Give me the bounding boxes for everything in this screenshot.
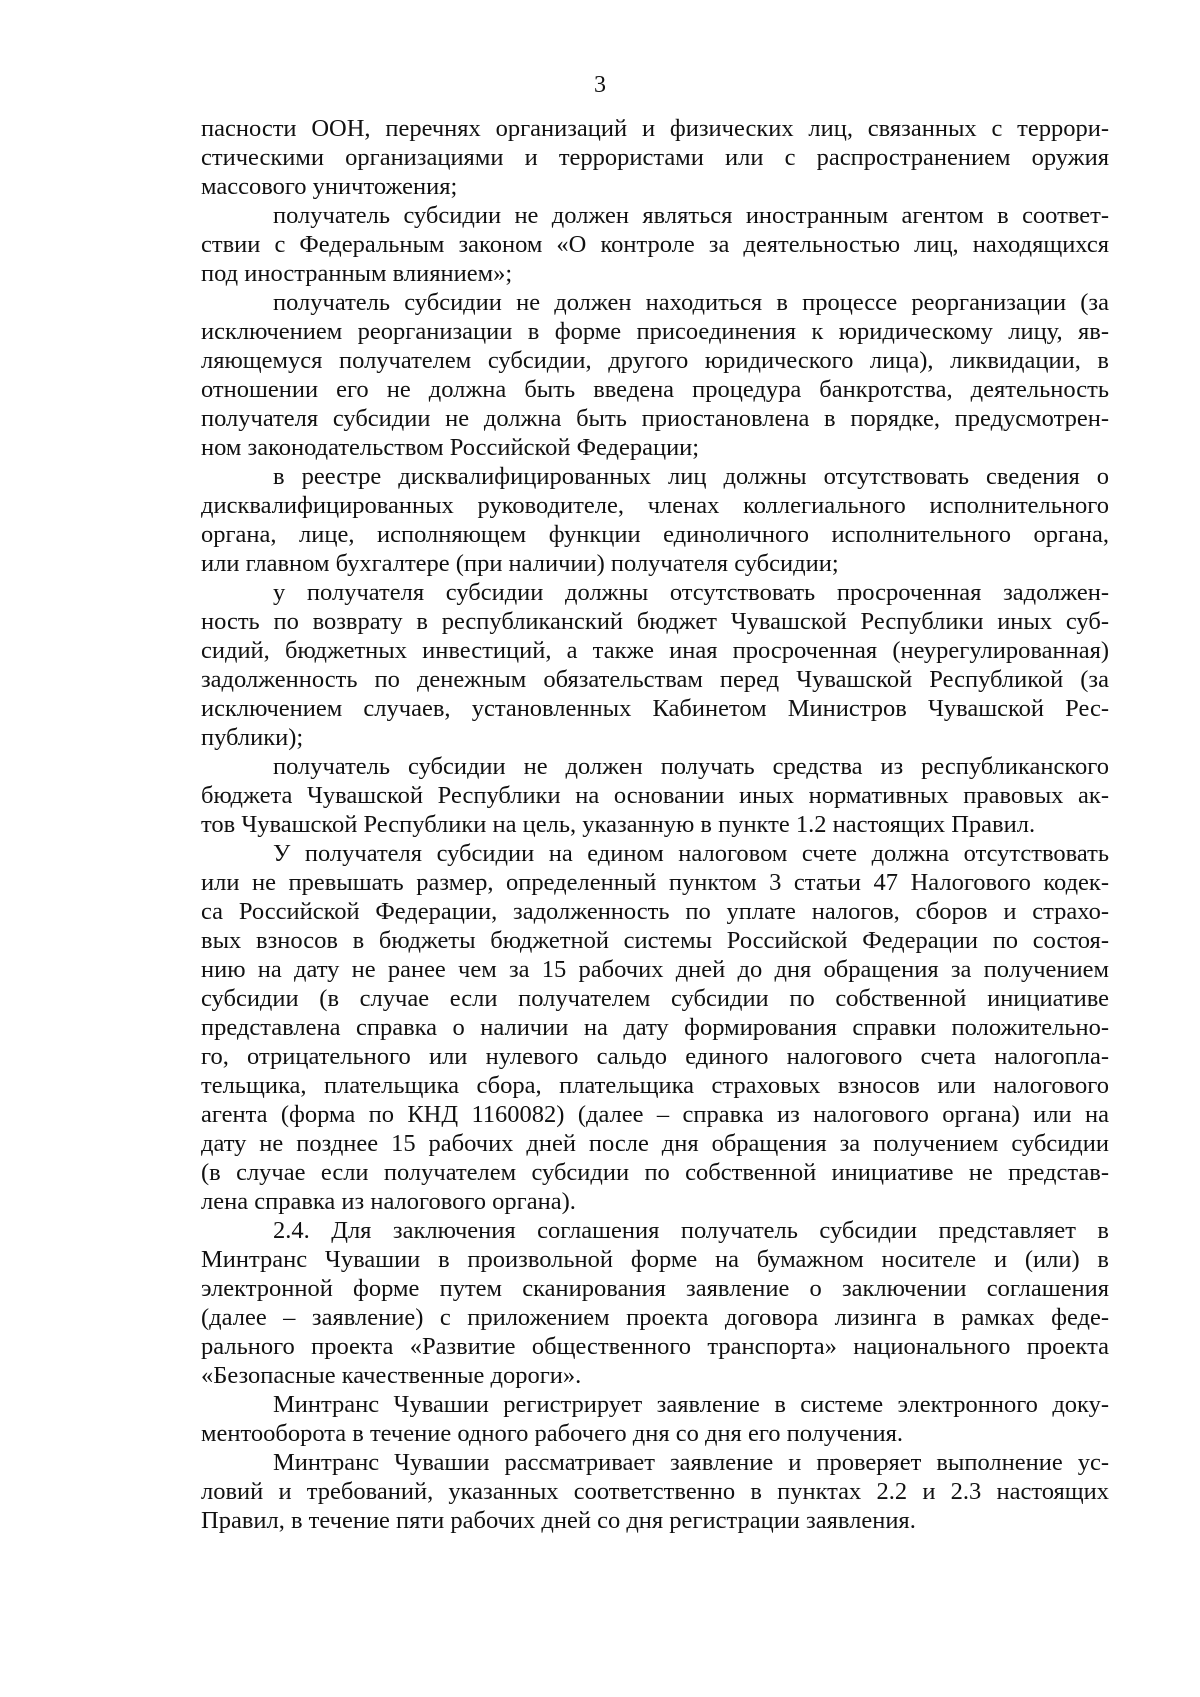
text-line: вых взносов в бюджеты бюджетной системы Российской Федерации по состоя- bbox=[201, 927, 1109, 954]
text-line: рального проекта «Развитие общественного транспорта» национального проекта bbox=[201, 1333, 1109, 1360]
text-line: субсидии (в случае если получателем субсидии по собственной инициативе bbox=[201, 985, 1109, 1012]
paragraph bbox=[201, 839, 1109, 1216]
text-line: пасности ООН, перечнях организаций и физических лиц, связанных с террори- bbox=[201, 115, 1109, 142]
text-line: или главном бухгалтере (при наличии) получателя субсидии; bbox=[201, 550, 839, 577]
text-line: электронной форме путем сканирования заявление о заключении соглашения bbox=[201, 1275, 1109, 1302]
text-line: под иностранным влиянием»; bbox=[201, 260, 513, 287]
text-line: ность по возврату в республиканский бюджет Чувашской Республики иных суб- bbox=[201, 608, 1109, 635]
text-line: исключением реорганизации в форме присоединения к юридическому лицу, яв- bbox=[201, 318, 1109, 345]
text-line: ном законодательством Российской Федерации; bbox=[201, 434, 700, 461]
text-line: исключением случаев, установленных Кабинетом Министров Чувашской Рес- bbox=[201, 695, 1109, 722]
text-line: органа, лице, исполняющем функции единоличного исполнительного органа, bbox=[201, 521, 1109, 548]
text-line: публики); bbox=[201, 724, 304, 751]
text-line: представлена справка о наличии на дату формирования справки положительно- bbox=[201, 1014, 1109, 1041]
paragraph bbox=[201, 462, 1109, 578]
text-line: дисквалифицированных руководителе, членах коллегиального исполнительного bbox=[201, 492, 1109, 519]
text-line: У получателя субсидии на едином налоговом счете должна отсутствовать bbox=[273, 840, 1109, 867]
paragraph bbox=[201, 288, 1109, 462]
paragraph bbox=[201, 201, 1109, 288]
text-line: 2.4. Для заключения соглашения получатель субсидии представляет в bbox=[273, 1217, 1109, 1244]
text-line: лена справка из налогового органа). bbox=[201, 1188, 576, 1215]
text-line: массового уничтожения; bbox=[201, 173, 458, 200]
text-line: Минтранс Чувашии регистрирует заявление в системе электронного доку- bbox=[273, 1391, 1109, 1418]
text-line: го, отрицательного или нулевого сальдо единого налогового счета налогопла- bbox=[201, 1043, 1109, 1070]
text-line: ствии с Федеральным законом «О контроле за деятельностью лиц, находящихся bbox=[201, 231, 1109, 258]
text-line: отношении его не должна быть введена процедура банкротства, деятельность bbox=[201, 376, 1109, 403]
text-line: или не превышать размер, определенный пунктом 3 статьи 47 Налогового кодек- bbox=[201, 869, 1109, 896]
paragraph bbox=[201, 114, 1109, 201]
text-line: бюджета Чувашской Республики на основании иных нормативных правовых ак- bbox=[201, 782, 1109, 809]
text-line: сидий, бюджетных инвестиций, а также иная просроченная (неурегулированная) bbox=[201, 637, 1109, 664]
text-line: стическими организациями и террористами или с распространением оружия bbox=[201, 144, 1109, 171]
text-line: получатель субсидии не должен находиться в процессе реорганизации (за bbox=[273, 289, 1109, 316]
paragraph bbox=[201, 1448, 1109, 1535]
text-line: Правил, в течение пяти рабочих дней со дня регистрации заявления. bbox=[201, 1507, 916, 1534]
text-line: ментооборота в течение одного рабочего дня со дня его получения. bbox=[201, 1420, 903, 1447]
text-line: тельщика, плательщика сбора, плательщика страховых взносов или налогового bbox=[201, 1072, 1109, 1099]
text-line: ляющемуся получателем субсидии, другого юридического лица), ликвидации, в bbox=[201, 347, 1109, 374]
text-line: Минтранс Чувашии рассматривает заявление и проверяет выполнение ус- bbox=[273, 1449, 1109, 1476]
text-line: в реестре дисквалифицированных лиц должны отсутствовать сведения о bbox=[273, 463, 1109, 490]
text-line: Минтранс Чувашии в произвольной форме на бумажном носителе и (или) в bbox=[201, 1246, 1109, 1273]
text-line: тов Чувашской Республики на цель, указанную в пункте 1.2 настоящих Правил. bbox=[201, 811, 1036, 838]
paragraph bbox=[201, 578, 1109, 752]
document-body bbox=[201, 114, 1109, 1535]
paragraph bbox=[201, 1390, 1109, 1448]
text-line: «Безопасные качественные дороги». bbox=[201, 1362, 582, 1389]
text-line: получатель субсидии не должен являться иностранным агентом в соответ- bbox=[273, 202, 1109, 229]
text-line: дату не позднее 15 рабочих дней после дня обращения за получением субсидии bbox=[201, 1130, 1109, 1157]
paragraph bbox=[201, 1216, 1109, 1390]
text-line: нию на дату не ранее чем за 15 рабочих дней до дня обращения за получением bbox=[201, 956, 1109, 983]
page-number: 3 bbox=[594, 72, 606, 98]
text-line: у получателя субсидии должны отсутствовать просроченная задолжен- bbox=[273, 579, 1109, 606]
paragraph bbox=[201, 752, 1109, 839]
text-line: ловий и требований, указанных соответственно в пунктах 2.2 и 2.3 настоящих bbox=[201, 1478, 1109, 1505]
text-line: задолженность по денежным обязательствам перед Чувашской Республикой (за bbox=[201, 666, 1109, 693]
text-line: получатель субсидии не должен получать средства из республиканского bbox=[273, 753, 1109, 780]
text-line: са Российской Федерации, задолженность по уплате налогов, сборов и страхо- bbox=[201, 898, 1109, 925]
text-line: получателя субсидии не должна быть приостановлена в порядке, предусмотрен- bbox=[201, 405, 1109, 432]
text-line: (далее – заявление) с приложением проекта договора лизинга в рамках феде- bbox=[201, 1304, 1109, 1331]
text-line: агента (форма по КНД 1160082) (далее – справка из налогового органа) или на bbox=[201, 1101, 1109, 1128]
text-line: (в случае если получателем субсидии по собственной инициативе не представ- bbox=[201, 1159, 1109, 1186]
